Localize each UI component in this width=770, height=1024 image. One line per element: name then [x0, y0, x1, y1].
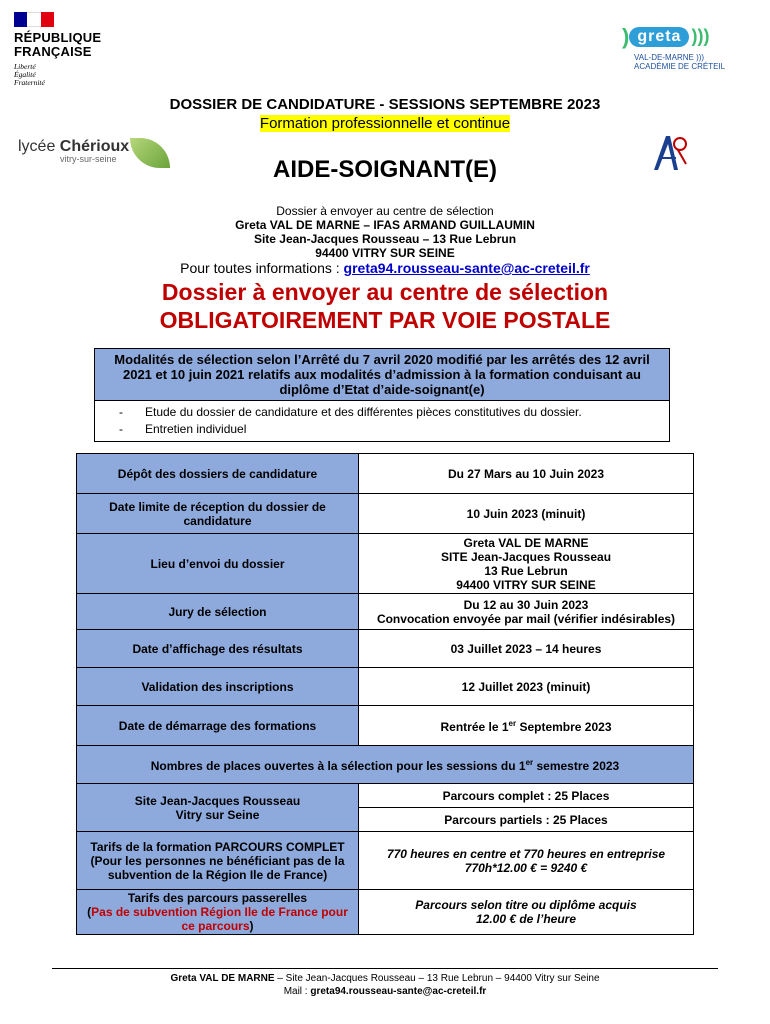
rf-motto-2: Égalité: [14, 70, 36, 79]
table-row: [77, 494, 694, 534]
address-line2: Greta VAL DE MARNE – IFAS ARMAND GUILLAUMIN: [235, 218, 535, 232]
table-row: [77, 746, 694, 784]
info-prefix: Pour toutes informations :: [180, 260, 344, 276]
table-row: [77, 668, 694, 706]
republique-francaise-logo: [14, 12, 124, 87]
lycee-city: vitry-sur-seine: [60, 154, 117, 164]
modalites-list: [95, 401, 669, 441]
rf-motto-1: Liberté: [14, 62, 36, 71]
tarif-passerelle-label: Tarifs des parcours passerelles (Pas de subvention Région Ile de France pour ce parcours): [77, 890, 359, 935]
affichage-label: Date d’affichage des résultats: [77, 630, 359, 668]
lycee-prefix: lycée: [18, 138, 60, 155]
demarrage-value: Rentrée le 1er Septembre 2023: [359, 706, 694, 746]
modalites-heading: Modalités de sélection selon l’Arrêté du 7 avril 2020 modifié par les arrêtés des 12 avril 2021 et 10 juin 2021 relatifs aux modalités d’admission à la formation conduisant au diplôme d’Etat d’aide-soignant(e): [95, 349, 669, 401]
jury-value: Du 12 au 30 Juin 2023 Convocation envoyée par mail (vérifier indésirables): [359, 594, 694, 630]
lieu-value: Greta VAL DE MARNE SITE Jean-Jacques Rousseau 13 Rue Lebrun 94400 VITRY SUR SEINE: [359, 534, 694, 594]
postal-warning-line2: OBLIGATOIREMENT PAR VOIE POSTALE: [159, 307, 611, 333]
rf-name-line1: RÉPUBLIQUE: [14, 30, 102, 45]
table-row: [77, 890, 694, 935]
footer-mail-prefix: Mail :: [283, 986, 311, 997]
footer: [0, 972, 770, 998]
modalites-box: [94, 348, 670, 442]
places-heading: Nombres de places ouvertes à la sélection pour les sessions du 1er semestre 2023: [77, 746, 694, 784]
table-row: [77, 832, 694, 890]
site-label: Site Jean-Jacques Rousseau Vitry sur Seine: [77, 784, 359, 832]
list-item: - Etude du dossier de candidature et des différentes pièces constitutives du dossier.: [119, 405, 582, 419]
calendar-table: [76, 453, 694, 935]
table-row: [77, 706, 694, 746]
contact-email-link[interactable]: greta94.rousseau-sante@ac-creteil.fr: [343, 260, 590, 276]
validation-value: 12 Juillet 2023 (minuit): [359, 668, 694, 706]
jury-label: Jury de sélection: [77, 594, 359, 630]
footer-mail[interactable]: greta94.rousseau-sante@ac-creteil.fr: [310, 986, 487, 997]
depot-value: Du 27 Mars au 10 Juin 2023: [359, 454, 694, 494]
french-flag-icon: [14, 12, 54, 27]
tarif-complet-value: 770 heures en centre et 770 heures en entreprise 770h*12.00 € = 9240 €: [359, 832, 694, 890]
address-block: [0, 204, 770, 260]
demarrage-label: Date de démarrage des formations: [77, 706, 359, 746]
table-row: [77, 630, 694, 668]
main-title: AIDE-SOIGNANT(E): [273, 156, 497, 183]
affichage-value: 03 Juillet 2023 – 14 heures: [359, 630, 694, 668]
table-row: [77, 784, 694, 808]
parcours-partiels-value: Parcours partiels : 25 Places: [359, 808, 694, 832]
validation-label: Validation des inscriptions: [77, 668, 359, 706]
info-line: [0, 260, 770, 276]
table-row: [77, 454, 694, 494]
postal-warning-line1: Dossier à envoyer au centre de sélection: [161, 279, 609, 305]
greta-logo: [622, 23, 742, 71]
footer-divider: [52, 968, 718, 969]
greta-sub1: VAL-DE-MARNE ))): [634, 53, 705, 62]
rf-motto-3: Fraternité: [14, 78, 45, 87]
limite-label: Date limite de réception du dossier de candidature: [77, 494, 359, 534]
tarif-passerelle-value: Parcours selon titre ou diplôme acquis 12.00 € de l’heure: [359, 890, 694, 935]
address-line1: Dossier à envoyer au centre de sélection: [276, 204, 494, 218]
list-item: - Entretien individuel: [119, 422, 247, 436]
greta-sub2: ACADÉMIE DE CRÉTEIL: [634, 62, 726, 71]
address-line4: 94400 VITRY SUR SEINE: [315, 246, 455, 260]
rf-name-line2: FRANÇAISE: [14, 44, 92, 59]
table-row: [77, 534, 694, 594]
parcours-complet-value: Parcours complet : 25 Places: [359, 784, 694, 808]
greta-left-paren-icon: ): [622, 23, 630, 49]
tarif-complet-label: Tarifs de la formation PARCOURS COMPLET (Pour les personnes ne bénéficiant pas de la subvention de la Région Ile de France): [77, 832, 359, 890]
footer-org: Greta VAL DE MARNE: [170, 973, 275, 984]
greta-waves-icon: ))): [691, 26, 710, 46]
depot-label: Dépôt des dossiers de candidature: [77, 454, 359, 494]
footer-address: – Site Jean-Jacques Rousseau – 13 Rue Lebrun – 94400 Vitry sur Seine: [274, 973, 600, 984]
greta-word: greta: [629, 27, 689, 47]
formation-subtitle: Formation professionnelle et continue: [259, 115, 511, 132]
lieu-label: Lieu d’envoi du dossier: [77, 534, 359, 594]
lycee-name: Chérioux: [59, 138, 130, 155]
dossier-title: DOSSIER DE CANDIDATURE - SESSIONS SEPTEMBRE 2023: [169, 96, 601, 113]
table-row: [77, 594, 694, 630]
postal-warning: [0, 278, 770, 334]
limite-value: 10 Juin 2023 (minuit): [359, 494, 694, 534]
address-line3: Site Jean-Jacques Rousseau – 13 Rue Lebrun: [253, 232, 517, 246]
